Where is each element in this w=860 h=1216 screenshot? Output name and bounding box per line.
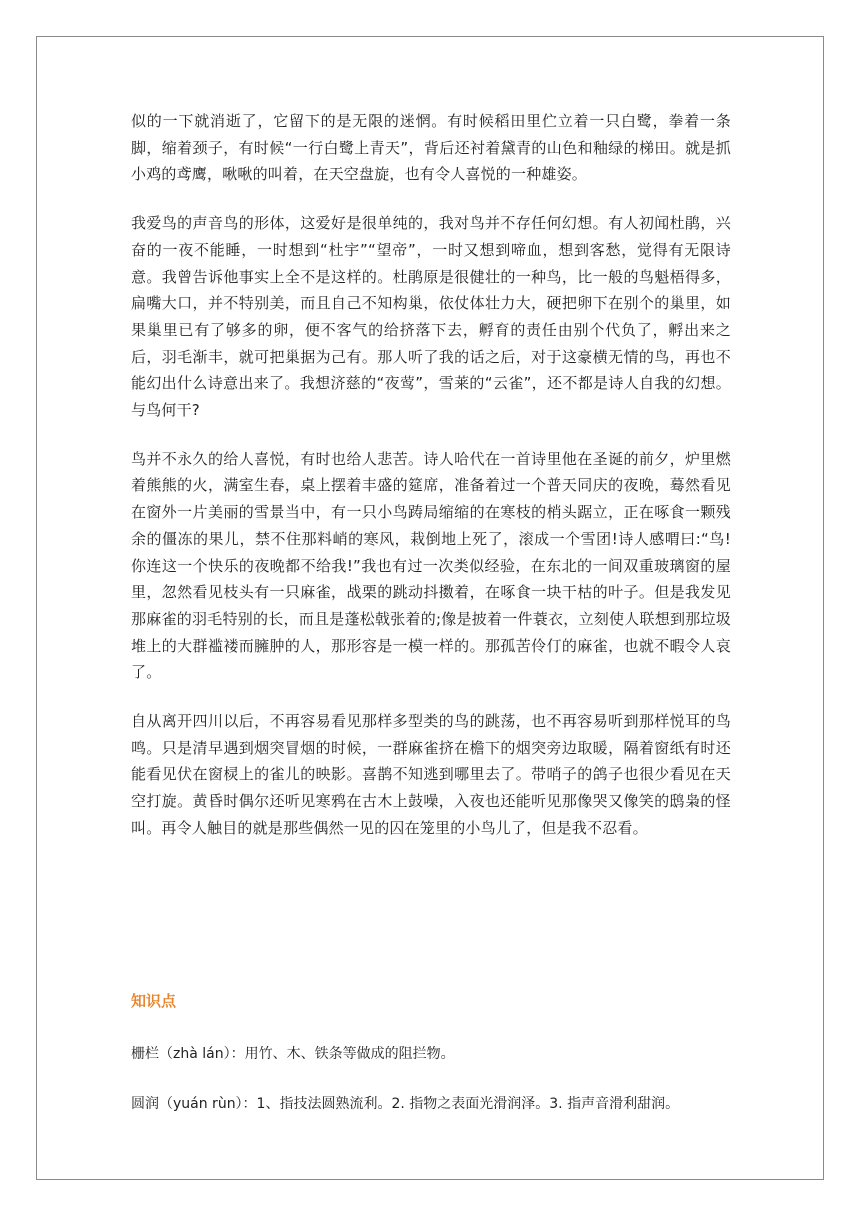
article-body [131, 108, 731, 842]
paragraph: 我爱鸟的声音鸟的形体，这爱好是很单纯的，我对鸟并不存任何幻想。有人初闻杜鹃，兴奋的一夜不能睡，一时想到“杜宇”“望帝”，一时又想到啼血，想到客愁，觉得有无限诗意。我曾告诉他事实上全不是这样的。杜鹃原是很健壮的一种鸟，比一般的鸟魁梧得多，扁嘴大口，并不特别美，而且自己不知构巢，依仗体壮力大，硬把卵下在别个的巢里，如果巢里已有了够多的卵，便不客气的给挤落下去，孵育的责任由别个代负了，孵出来之后，羽毛渐丰，就可把巢据为己有。那人听了我的话之后，对于这豪横无情的鸟，再也不能幻出什么诗意出来了。我想济慈的“夜莺”，雪莱的“云雀”，还不都是诗人自我的幻想。与鸟何干? [131, 214, 731, 420]
paragraph: 鸟并不永久的给人喜悦，有时也给人悲苦。诗人哈代在一首诗里他在圣诞的前夕，炉里燃着熊熊的火，满室生春，桌上摆着丰盛的筵席，准备着过一个普天同庆的夜晚，蓦然看见在窗外一片美丽的雪景当中，有一只小鸟踌局缩缩的在寒枝的梢头踞立，正在啄食一颗残余的僵冻的果儿，禁不住那料峭的寒风，栽倒地上死了，滚成一个雪团!诗人感喟曰:“鸟!你连这一个快乐的夜晚都不给我!”我也有过一次类似经验，在东北的一间双重玻璃窗的屋里，忽然看见枝头有一只麻雀，战栗的跳动抖擞着，在啄食一块干枯的叶子。但是我发见那麻雀的羽毛特别的长，而且是蓬松戟张着的;像是披着一件蓑衣，立刻使人联想到那垃圾堆上的大群褴褛而臃肿的人，那形容是一模一样的。那孤苦伶仃的麻雀，也就不暇令人哀了。 [131, 449, 731, 682]
paragraph: 似的一下就消逝了，它留下的是无限的迷惘。有时候稻田里伫立着一只白鹭，拳着一条脚，缩着颈子，有时候“一行白鹭上青天”，背后还衬着黛青的山色和釉绿的梯田。就是抓小鸡的鸢鹰，啾啾的叫着，在天空盘旋，也有令人喜悦的一种雄姿。 [131, 112, 731, 184]
knowledge-item: 圆润（yuán rùn）：1、指技法圆熟流利。2. 指物之表面光滑润泽。3. 指声音滑利甜润。 [131, 1096, 680, 1112]
knowledge-item: 栅栏（zhà lán）：用竹、木、铁条等做成的阻拦物。 [131, 1046, 455, 1062]
knowledge-heading: 知识点 [131, 992, 177, 1010]
paragraph: 自从离开四川以后，不再容易看见那样多型类的鸟的跳荡，也不再容易听到那样悦耳的鸟鸣。只是清早遇到烟突冒烟的时候，一群麻雀挤在檐下的烟突旁边取暖，隔着窗纸有时还能看见伏在窗棂上的雀儿的映影。喜鹊不知逃到哪里去了。带哨子的鸽子也很少看见在天空打旋。黄昏时偶尔还听见寒鸦在古木上鼓噪，入夜也还能听见那像哭又像笑的鸱枭的怪叫。再令人触目的就是那些偶然一见的囚在笼里的小鸟儿了，但是我不忍看。 [131, 712, 731, 837]
